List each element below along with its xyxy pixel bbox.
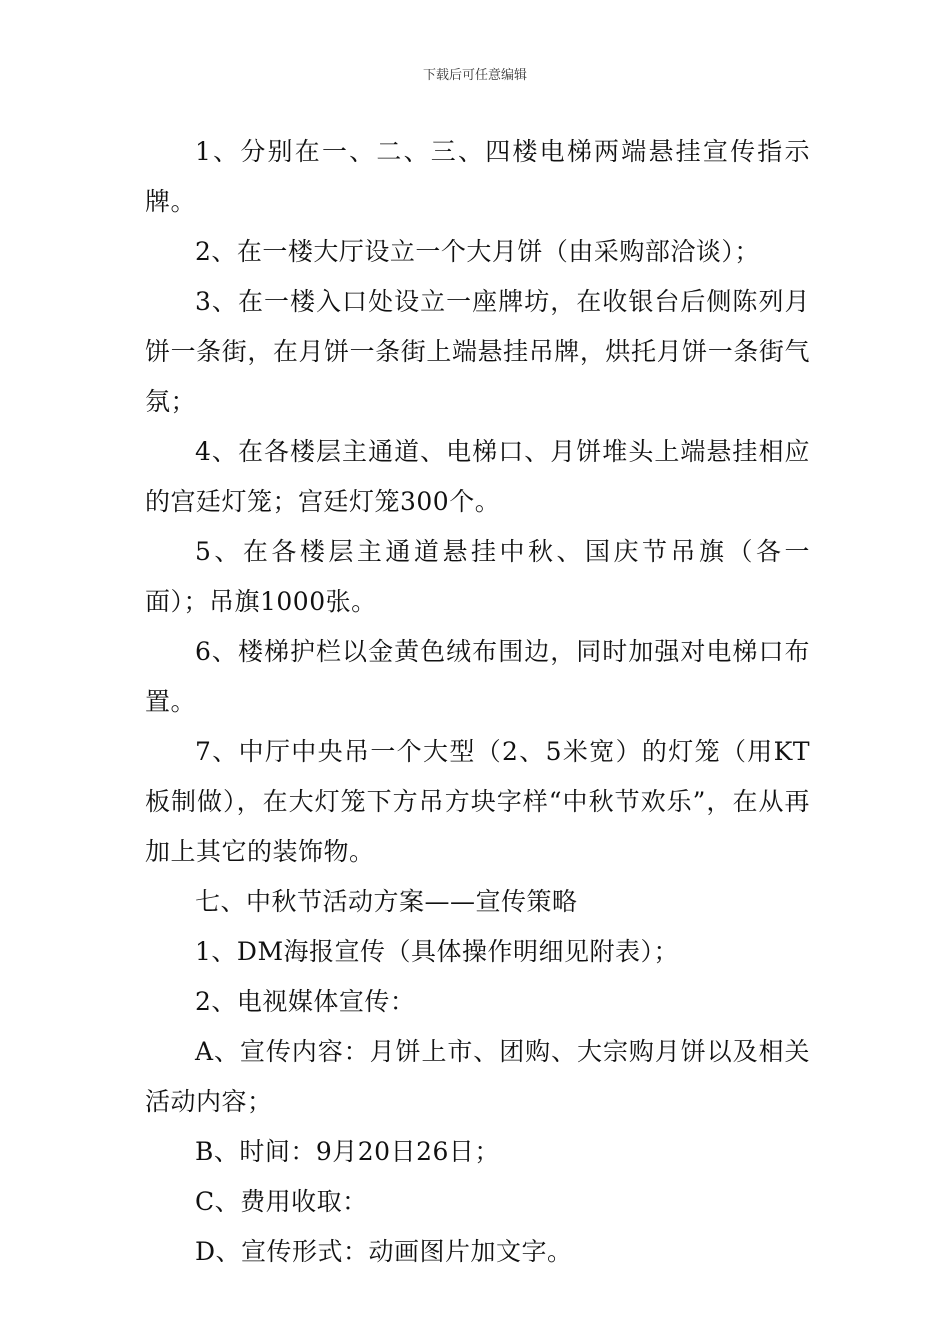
paragraph: B、时间：9月20日26日；: [195, 1137, 500, 1166]
paragraph: 2、在一楼大厅设立一个大月饼（由采购部洽谈）；: [195, 237, 760, 266]
paragraph: 7、中厅中央吊一个大型（2、5米宽）的灯笼（用KT板制做），在大灯笼下方吊方块字样“中秋节欢乐”，在从再加上其它的装饰物。: [145, 737, 810, 866]
page-header: 下载后可任意编辑: [422, 68, 527, 83]
paragraph: 5、在各楼层主通道悬挂中秋、国庆节吊旗（各一面）；吊旗1000张。: [145, 537, 810, 616]
paragraph: 3、在一楼入口处设立一座牌坊，在收银台后侧陈列月饼一条街，在月饼一条街上端悬挂吊牌，烘托月饼一条街气氛；: [145, 287, 810, 416]
paragraph: 2、电视媒体宣传：: [195, 987, 416, 1016]
paragraph: C、费用收取：: [195, 1187, 368, 1216]
paragraph: 1、DM海报宣传（具体操作明细见附表）；: [195, 937, 680, 966]
paragraph: A、宣传内容：月饼上市、团购、大宗购月饼以及相关活动内容；: [145, 1037, 810, 1116]
document-body: [145, 127, 810, 1277]
paragraph: 4、在各楼层主通道、电梯口、月饼堆头上端悬挂相应的宫廷灯笼；宫廷灯笼300个。: [145, 437, 810, 516]
section-heading: 七、中秋节活动方案——宣传策略: [195, 887, 578, 916]
paragraph: D、宣传形式：动画图片加文字。: [195, 1237, 573, 1266]
paragraph: 6、楼梯护栏以金黄色绒布围边，同时加强对电梯口布置。: [145, 637, 810, 716]
paragraph: 1、分别在一、二、三、四楼电梯两端悬挂宣传指示牌。: [145, 137, 810, 216]
